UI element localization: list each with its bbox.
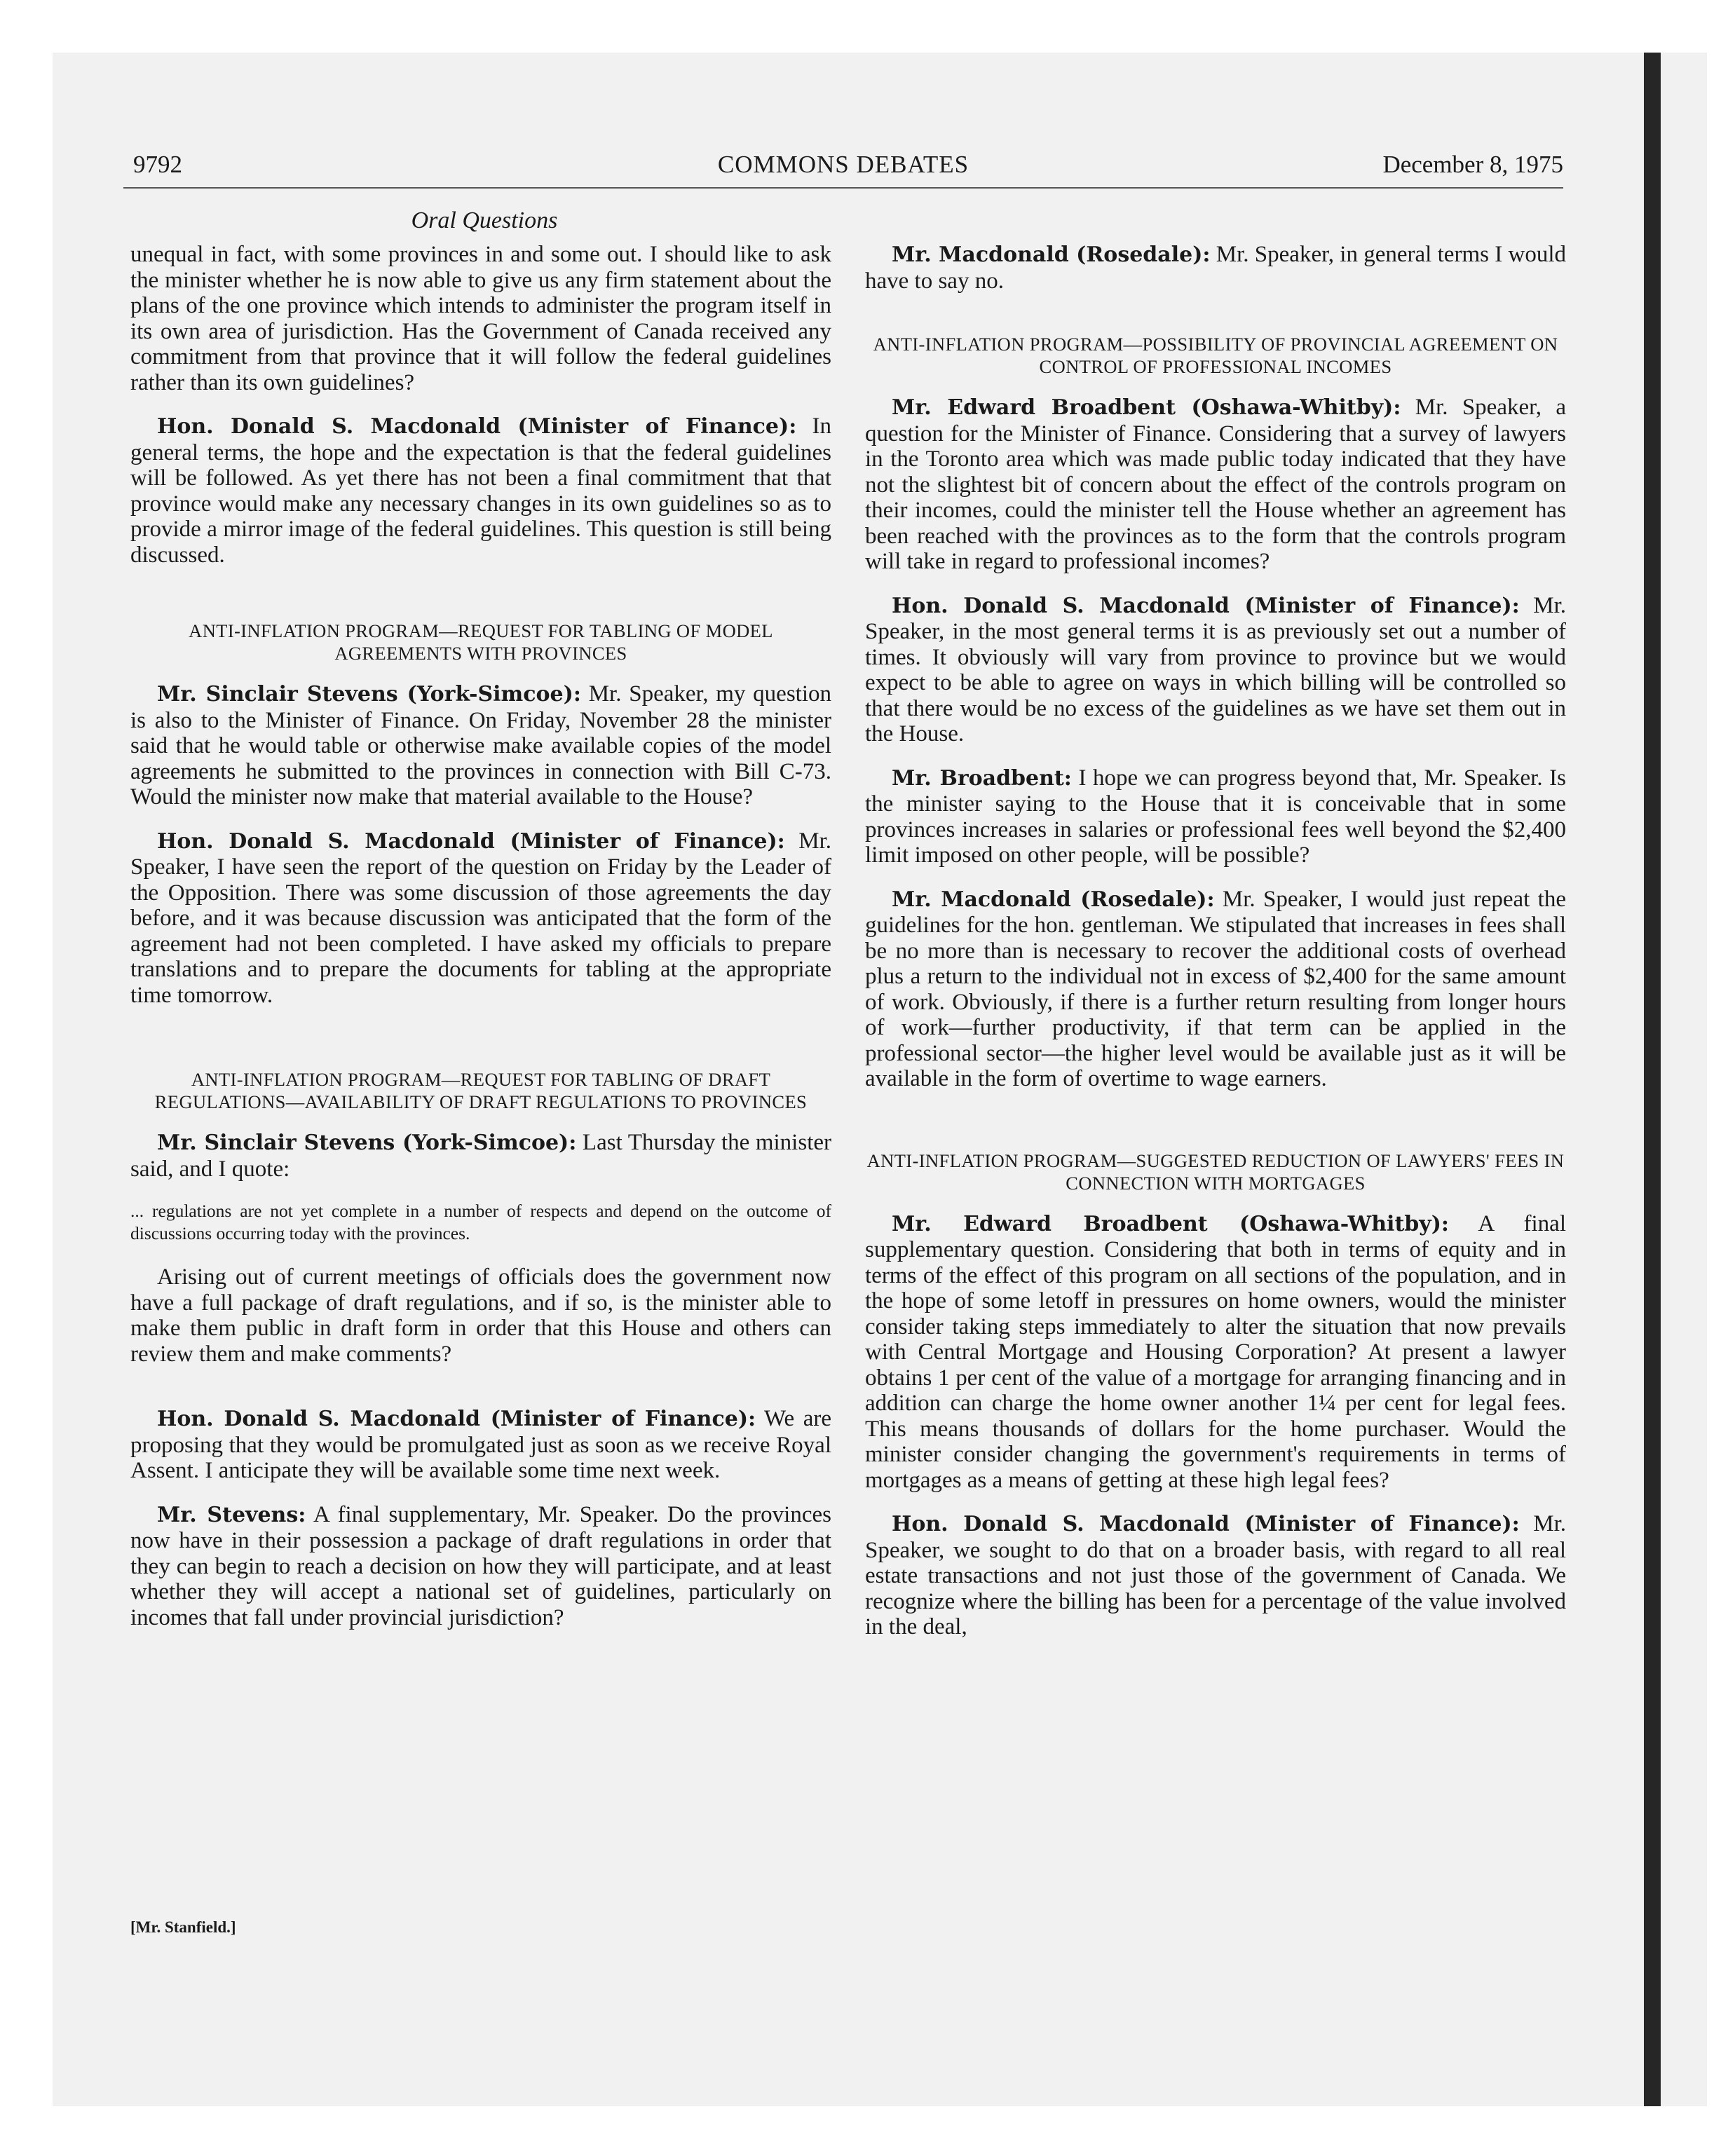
block-quote: ... regulations are not yet complete in a number of respects and depend on the outcome of discussions occurring today with the provinces. [130, 1201, 831, 1243]
speaker-name: Hon. Donald S. Macdonald (Minister of Finance): [157, 414, 797, 439]
paragraph [865, 242, 1566, 294]
speaker-name: Mr. Edward Broadbent (Oshawa-Whitby): [892, 395, 1401, 420]
running-header [123, 151, 1563, 189]
speaker-name: Hon. Donald S. Macdonald (Minister of Finance): [157, 1407, 756, 1431]
paragraph [865, 1211, 1566, 1494]
section-heading: ANTI-INFLATION PROGRAM—POSSIBILITY OF PROVINCIAL AGREEMENT ON CONTROL OF PROFESSIONAL INCOMES [873, 334, 1558, 377]
paragraph-text: Mr. Speaker, I would just repeat the guidelines for the hon. gentleman. We stipulated that increases in fees shall be no more than is necessary to recover the additional costs of overhead plus a return to the individual not in excess of $2,400 for the same amount of work. Obviously, if there is a further return resulting from longer hours of work—further productivity, if that term can be applied in the professional sector—the higher level would be available just as it will be available in the form of overtime to wage earners. [865, 886, 1566, 1091]
speaker-name: Mr. Edward Broadbent (Oshawa-Whitby): [892, 1211, 1449, 1236]
speaker-name: Mr. Sinclair Stevens (York-Simcoe): [157, 1131, 577, 1155]
paragraph [865, 887, 1566, 1092]
section-label: Oral Questions [411, 207, 558, 233]
speaker-name: Hon. Donald S. Macdonald (Minister of Finance): [892, 593, 1520, 618]
paragraph-text: unequal in fact, with some provinces in and some out. I should like to ask the minister whether he is now able to give us any firm statement about the plans of the one province which intends to administer the program itself in its own area of jurisdiction. Has the Government of Canada received any commitment from that province that it will follow the federal guidelines rather than its own guidelines? [130, 242, 831, 395]
speaker-name: Mr. Sinclair Stevens (York-Simcoe): [157, 682, 581, 707]
speaker-name: Mr. Macdonald (Rosedale): [892, 887, 1215, 912]
paragraph-text: Mr. Speaker, I have seen the report of the question on Friday by the Leader of the Opposition. There was some discussion of those agreements the day before, and it was because discussion was anticipated that the form of the agreement had not been completed. I have asked my officials to prepare translations and to prepare the documents for tabling at the appropriate time tomorrow. [130, 828, 832, 1008]
paragraph-text: Mr. Speaker, in general terms I would have to say no. [865, 242, 1567, 294]
paragraph-text: I hope we can progress beyond that, Mr. Speaker. Is the minister saying to the House that it is conceivable that in some provinces increases in salaries or professional fees well beyond the $2,400 limit imposed on other people, will be possible? [865, 765, 1567, 868]
paragraph-text: In general terms, the hope and the expectation is that the federal guidelines will be followed. As yet there has not been a final commitment that that province would make any necessary changes in its own guidelines so as to provide a mirror image of the federal guidelines. This question is still being discussed. [130, 414, 832, 568]
speaker-name: Mr. Stevens: [157, 1502, 306, 1527]
left-column [130, 242, 831, 1649]
paragraph-text: Mr. Speaker, a question for the Minister of Finance. Considering that a survey of lawyers in the Toronto area which was made public today indicated that they have not the slightest bit of concern about the effect of the controls program on their incomes, could the minister tell the House whether an agreement has been reached with the provinces as to the form that the controls program will take in regard to professional incomes? [865, 395, 1566, 574]
section-heading: ANTI-INFLATION PROGRAM—REQUEST FOR TABLING OF MODEL AGREEMENTS WITH PROVINCES [189, 620, 773, 664]
paragraph [865, 1511, 1566, 1640]
section-heading: ANTI-INFLATION PROGRAM—REQUEST FOR TABLING OF DRAFT REGULATIONS—AVAILABILITY OF DRAFT REGULATIONS TO PROVINCES [154, 1069, 808, 1112]
paragraph-text: Last Thursday the minister said, and I quote: [130, 1130, 831, 1182]
paragraph-text: Arising out of current meetings of officials does the government now have a full package of draft regulations, and if so, is the minister able to make them public in draft form in order that this House and others can review them and make comments? [130, 1264, 831, 1367]
paragraph-text: Mr. Speaker, my question is also to the Minister of Finance. On Friday, November 28 the minister said that he would table or otherwise make available copies of the model agreements he submitted to the provinces in connection with Bill C-73. Would the minister now make that material available to the House? [130, 681, 832, 810]
paragraph [130, 414, 831, 568]
paragraph-text: A final supplementary question. Considering that both in terms of equity and in terms of the effect of this program on all sections of the population, and in the hope of some letoff in pressures on home owners, would the minister consider taking steps immediately to alter the situation that now prevails with Central Mortgage and Housing Corporation? At present a lawyer obtains 1 per cent of the value of a mortgage for arranging financing and in addition can charge the home owner another 1¼ per cent for legal fees. This means thousands of dollars for the home purchaser. Would the minister consider changing the government's requirements in terms of mortgages as a means of getting at these high legal fees? [865, 1210, 1566, 1493]
page-number: 9792 [133, 151, 182, 178]
speaker-name: Mr. Macdonald (Rosedale): [892, 243, 1211, 267]
speaker-name: Hon. Donald S. Macdonald (Minister of Finance): [157, 828, 785, 854]
journal-title: COMMONS DEBATES [717, 151, 969, 178]
speaker-footnote: [Mr. Stanfield.] [130, 1918, 236, 1936]
issue-date: December 8, 1975 [1382, 151, 1563, 178]
paragraph-text: A final supplementary, Mr. Speaker. Do the provinces now have in their possession a package of draft regulations in order that they can begin to reach a decision on how they will participate, and at least whether they will accept a national set of guidelines, particularly on incomes that fall under provincial jurisdiction? [130, 1501, 831, 1630]
speaker-name: Mr. Broadbent: [892, 765, 1072, 791]
paragraph-text: Mr. Speaker, we sought to do that on a broader basis, with regard to all real estate transactions and not just those of the government of Canada. We recognize where the billing has been for a percentage of the value involved in the deal, [865, 1511, 1567, 1639]
paragraph [130, 1502, 831, 1631]
paragraph [130, 242, 831, 395]
paragraph [865, 765, 1566, 868]
paragraph [130, 828, 831, 1009]
paragraph-text: We are proposing that they would be promulgated just as soon as we receive Royal Assent. I anticipate they will be available some time next week. [130, 1406, 831, 1483]
right-column [865, 242, 1566, 1658]
speaker-name: Hon. Donald S. Macdonald (Minister of Finance): [892, 1512, 1520, 1536]
paragraph [130, 681, 831, 810]
paragraph [865, 593, 1566, 747]
section-heading: ANTI-INFLATION PROGRAM—SUGGESTED REDUCTION OF LAWYERS' FEES IN CONNECTION WITH MORTGAGES [866, 1149, 1565, 1194]
scan-edge-bar [1644, 53, 1661, 2106]
paragraph [130, 1264, 831, 1367]
paragraph-text: Mr. Speaker, in the most general terms it is as previously set out a number of times. It obviously will vary from province to province but we would expect to be able to agree on ways in which billing will be controlled so that there would be no excess of the guidelines as we have set them out in the House. [865, 592, 1567, 746]
paragraph [865, 395, 1566, 575]
paragraph [130, 1130, 831, 1182]
paragraph [130, 1406, 831, 1484]
